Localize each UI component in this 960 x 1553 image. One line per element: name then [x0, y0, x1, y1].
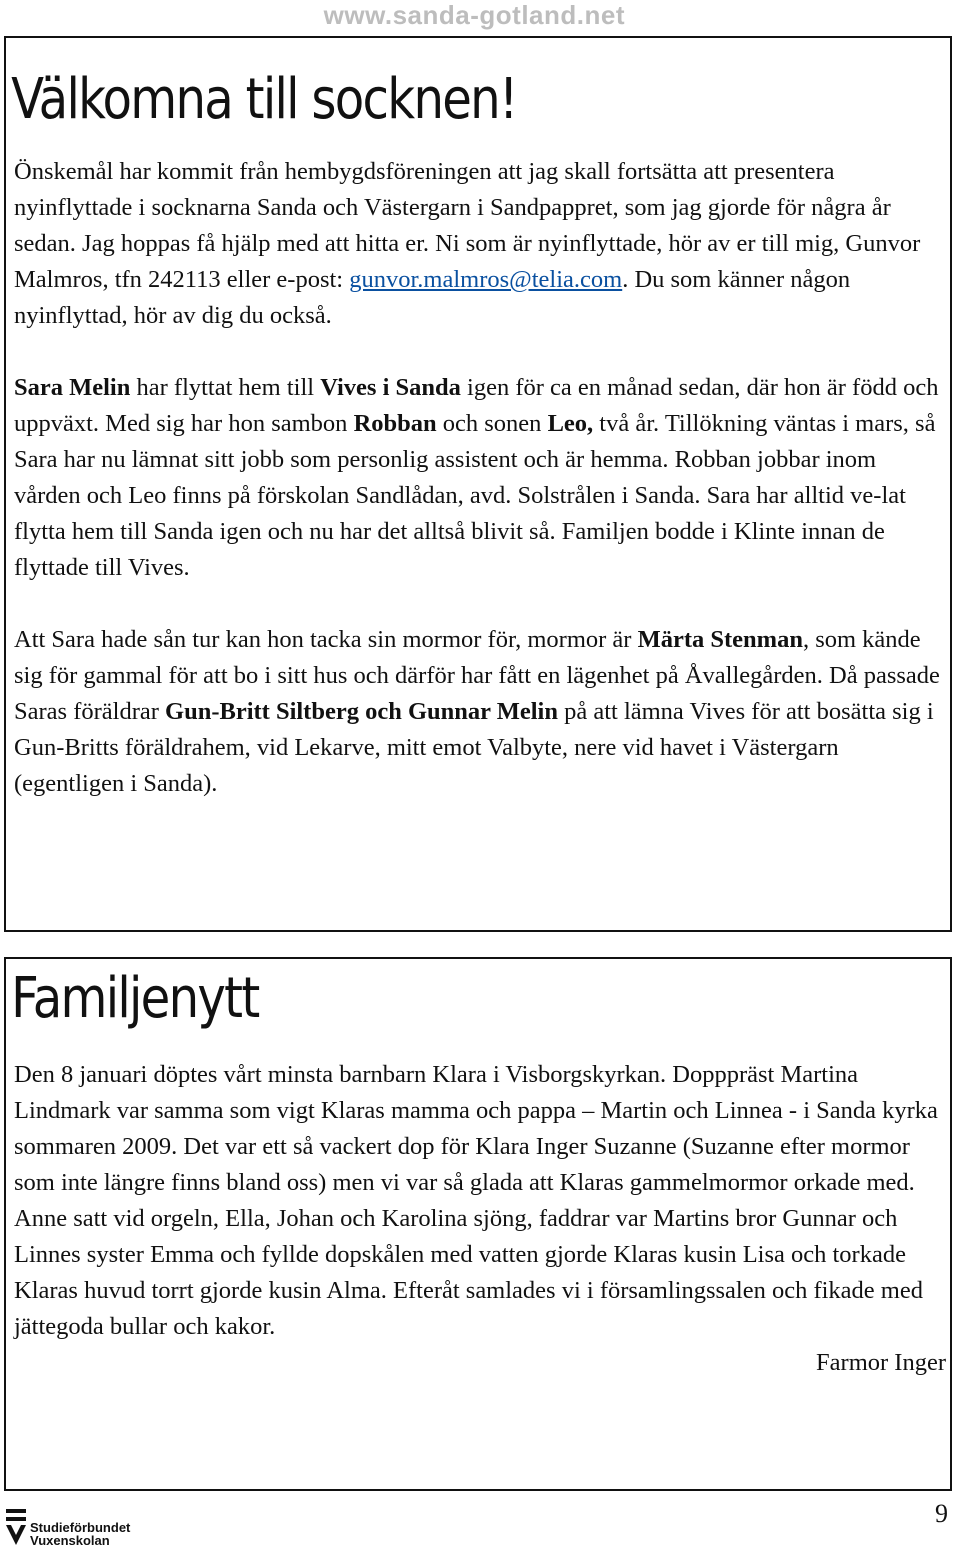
paragraph-sara-melin — [6, 370, 950, 586]
intro-text-end: . Du som känner någon nyinflyttad, hör av dig du också. — [14, 266, 851, 329]
logo-line-2: Vuxenskolan — [30, 1533, 110, 1548]
name-robban: Robban — [353, 410, 437, 437]
signature: Farmor Inger — [816, 1349, 946, 1376]
text-span: har flyttat hem till — [130, 374, 321, 401]
text-span: på att lämna Vives för att bosätta sig i Gun-Britts föräldrahem, vid Lekarve, mitt emot Valbyte, nere vid havet i Västergarn (egentligen i Sanda). — [14, 698, 934, 797]
text-span: två år. Tillökning väntas i mars, så Sara har nu lämnat sitt jobb som personlig assistent och är hemma. Robban jobbar inom vården och Leo finns på förskolan Sandlådan, avd. Solstrålen i Sanda. Sara har alltid ve-lat flytta hem till Sanda igen och nu har det alltså blivit så. Familjen bodde i Klinte innan de flyttade till Vives. — [14, 410, 936, 581]
article-title-familjenytt: Familjenytt — [11, 966, 259, 1031]
email-link[interactable]: gunvor.malmros@telia.com — [349, 266, 623, 293]
article-familjenytt — [4, 957, 952, 1491]
paragraph-baptism: Den 8 januari döptes vårt minsta barnbarn Klara i Visborgskyrkan. Dopppräst Martina Lindmark var samma som vigt Klaras mamma och pappa – Martin och Linnea - i Sanda kyrka sommaren 2009. Det var ett så vackert dop för Klara Inger Suzanne (Suzanne efter mormor som inte längre finns bland oss) men vi var så glada att Klaras gammelmormor orkade med. Anne satt vid orgeln, Ella, Johan och Karolina sjöng, faddrar var Martins bror Gunnar och Linnes syster Emma och fyllde dopskålen med vatten gjorde Klaras kusin Lisa och torkade Klaras huvud torrt gjorde kusin Alma. Efteråt samlades vi i församlingssalen och fikade med jättegoda bullar och kakor. — [14, 1061, 938, 1340]
name-marta-stenman: Märta Stenman — [637, 626, 803, 653]
article-welcome — [4, 36, 952, 932]
name-sara-melin: Sara Melin — [14, 374, 131, 401]
text-span: och sonen — [436, 410, 548, 437]
paragraph-marta-stenman — [6, 622, 950, 802]
site-url: www.sanda-gotland.net — [323, 0, 625, 30]
intro-text: Önskemål har kommit från hembygdsföreningen att jag skall fortsätta att presentera nyinflyttade i socknarna Sanda och Västergarn i Sandpappret, som jag gjorde för några år sedan. Jag hoppas få hjälp med att hitta er. Ni som är nyinflyttade, hör av er till mig, Gunvor Malmros, tfn 242113 eller e-post: — [14, 158, 921, 293]
logo-text — [30, 1521, 130, 1547]
paragraph-intro — [6, 154, 950, 334]
place-vives: Vives i Sanda — [320, 374, 461, 401]
logo-line-1: Studieförbundet — [30, 1520, 131, 1535]
text-span: Att Sara hade sån tur kan hon tacka sin mormor för, mormor är — [14, 626, 638, 653]
studieforbundet-vuxenskolan-logo-icon — [4, 1507, 28, 1547]
page-number: 9 — [935, 1499, 948, 1528]
name-leo: Leo, — [547, 410, 594, 437]
text-span: , som kände sig för gammal för att bo i sitt hus och därför har fått en lägenhet på Åvallegården. Då passade Saras föräldrar — [14, 626, 940, 725]
text-span: igen för ca en månad sedan, där hon är född och uppväxt. Med sig har hon sambon — [14, 374, 939, 437]
footer-logo — [4, 1505, 144, 1547]
article-title-welcome: Välkomna till socknen! — [11, 67, 517, 132]
name-parents: Gun-Britt Siltberg och Gunnar Melin — [165, 698, 558, 725]
